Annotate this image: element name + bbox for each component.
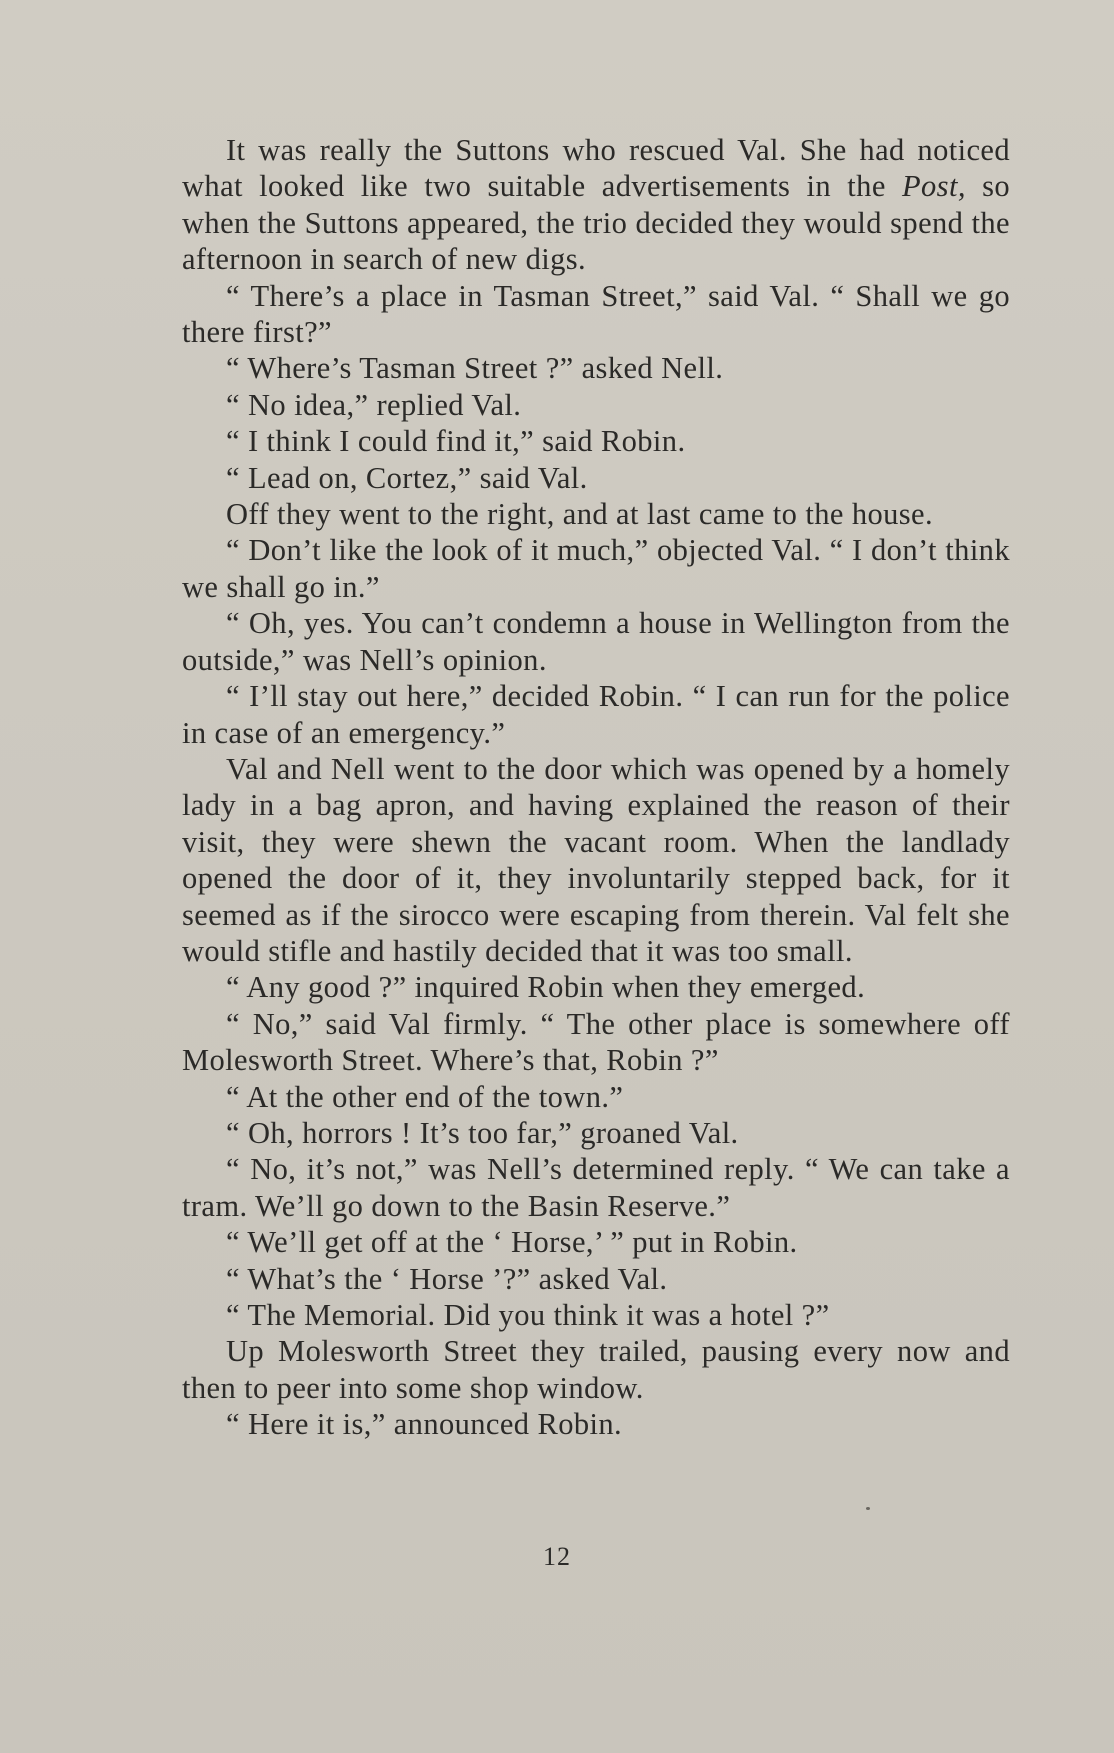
paragraph-14: “ At the other end of the town.” (226, 1079, 624, 1114)
paragraph-3: “ Where’s Tasman Street ?” asked Nell. (226, 351, 724, 386)
italic-newspaper-name: Post, (902, 169, 966, 204)
page-number: 12 (543, 1542, 571, 1571)
paper-speck (866, 1507, 870, 1510)
body-text (182, 132, 1010, 1443)
paragraph-21: “ Here it is,” announced Robin. (226, 1407, 623, 1442)
paragraph-1 (182, 132, 1010, 278)
paragraph-1-text-start: It was really the Suttons who rescued Val. She had noticed what looked like two suitable advertisements in the (182, 133, 1010, 204)
paragraph-2: “ There’s a place in Tasman Street,” said Val. “ Shall we go there first?” (182, 278, 1010, 350)
paragraph-9: “ Oh, yes. You can’t condemn a house in Wellington from the outside,” was Nell’s opinion. (182, 606, 1010, 677)
paragraph-7: Off they went to the right, and at last came to the house. (226, 497, 934, 532)
paragraph-19: “ The Memorial. Did you think it was a hotel ?” (226, 1298, 830, 1332)
paragraph-13: “ No,” said Val firmly. “ The other place is somewhere off Molesworth Street. Where’s that, Robin ?” (182, 1006, 1010, 1078)
paragraph-18: “ What’s the ‘ Horse ’?” asked Val. (226, 1261, 668, 1296)
paragraph-12: “ Any good ?” inquired Robin when they emerged. (226, 970, 866, 1005)
paragraph-20: Up Molesworth Street they trailed, pausing every now and then to peer into some shop window. (182, 1334, 1010, 1405)
paragraph-16: “ No, it’s not,” was Nell’s determined reply. “ We can take a tram. We’ll go down to the Basin Reserve.” (182, 1152, 1010, 1223)
paragraph-5: “ I think I could find it,” said Robin. (226, 424, 686, 459)
paragraph-10: “ I’ll stay out here,” decided Robin. “ I can run for the police in case of an emergency.” (182, 679, 1010, 750)
paragraph-11: Val and Nell went to the door which was opened by a homely lady in a bag apron, and having explained the reason of their visit, they were shewn the vacant room. When the landlady opened the door of it, they involuntarily stepped back, for it seemed as if the sirocco were escaping from therein. Val felt she would stifle and hastily decided that it was too small. (182, 751, 1010, 968)
paragraph-6: “ Lead on, Cortez,” said Val. (226, 460, 588, 495)
paragraph-4: “ No idea,” replied Val. (226, 387, 522, 422)
paragraph-1-text-end: so when the Suttons appeared, the trio decided they would spend the afternoon in search of new digs. (182, 169, 1011, 277)
paragraph-8: “ Don’t like the look of it much,” objected Val. “ I don’t think we shall go in.” (182, 533, 1010, 604)
paragraph-15: “ Oh, horrors ! It’s too far,” groaned Val. (226, 1115, 739, 1150)
paragraph-17: “ We’ll get off at the ‘ Horse,’ ” put in Robin. (226, 1225, 798, 1260)
